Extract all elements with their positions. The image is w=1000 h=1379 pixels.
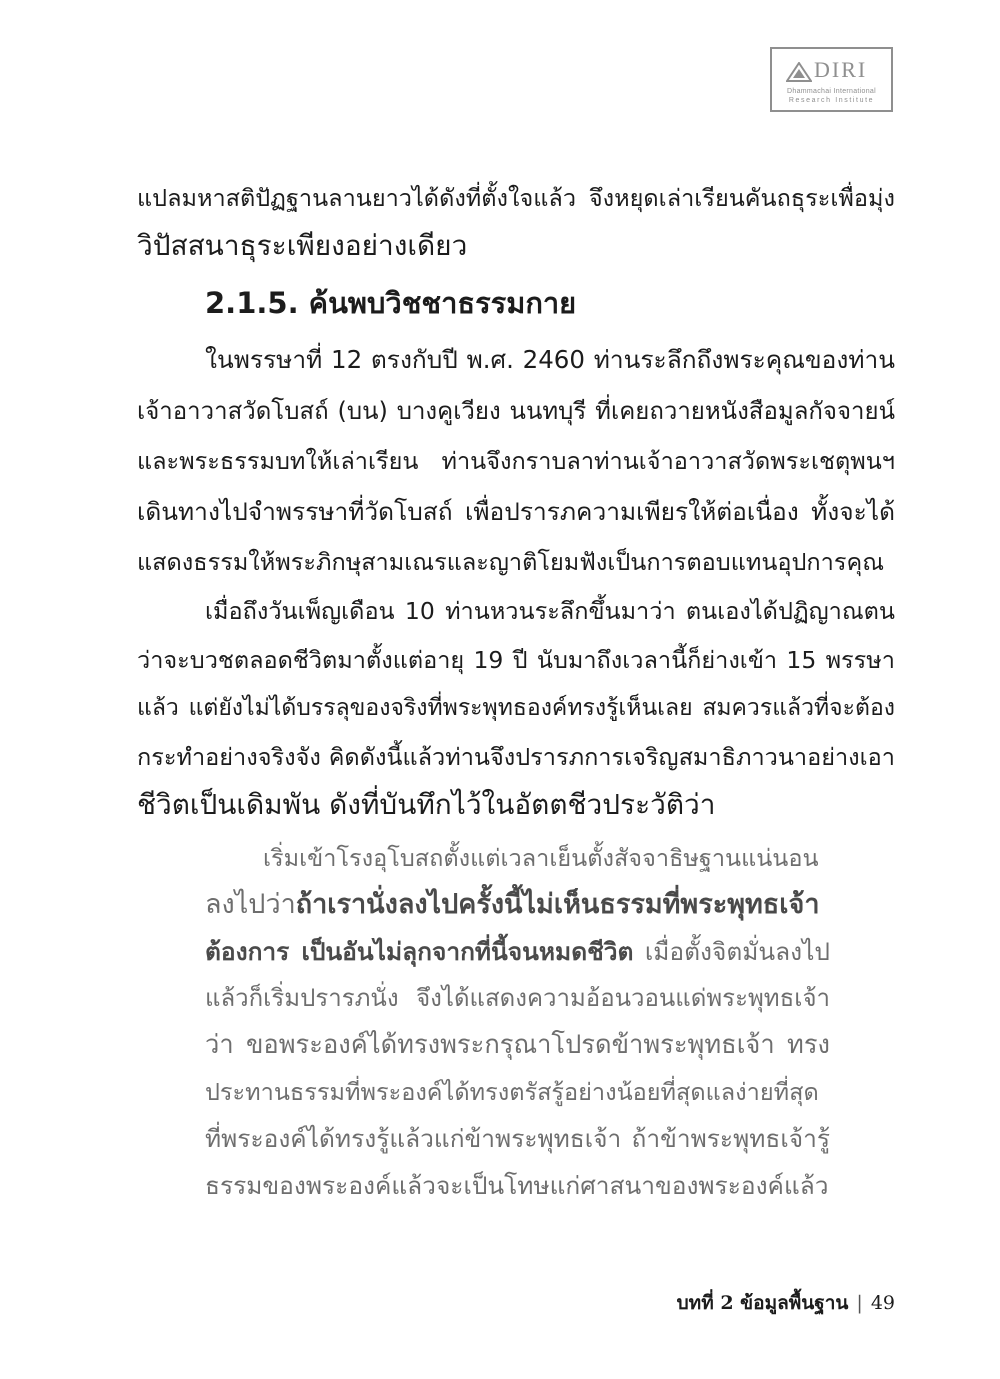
footer-page-number: 49 [870, 1292, 895, 1314]
block-quote [205, 835, 830, 1209]
paragraph-line: แปลมหาสติปัฏฐานลานยาวได้ดังที่ตั้งใจแล้ว จึงหยุดเล่าเรียนคันถธุระเพื่อมุ่ง [137, 184, 895, 212]
quote-line: ว่า ขอพระองค์ได้ทรงพระกรุณาโปรดข้าพระพุทธเจ้า ทรง [205, 1030, 830, 1061]
paragraph-line: และพระธรรมบทให้เล่าเรียน ท่านจึงกราบลาท่านเจ้าอาวาสวัดพระเชตุพนฯ [137, 447, 895, 475]
paragraph-line: ในพรรษาที่ 12 ตรงกับปี พ.ศ. 2460 ท่านระลึกถึงพระคุณของท่าน [205, 345, 895, 374]
paragraph-line: เจ้าอาวาสวัดโบสถ์ (บน) บางคูเวียง นนทบุรี ที่เคยถวายหนังสือมูลกัจจายน์ [137, 396, 895, 425]
quote-line: แล้วก็เริ่มปรารภนั่ง จึงได้แสดงความอ้อนวอนแด่พระพุทธเจ้า [205, 984, 830, 1013]
quote-emphasis: ต้องการ เป็นอันไม่ลุกจากที่นี้จนหมดชีวิต [205, 936, 634, 966]
paragraph-line: เมื่อถึงวันเพ็ญเดือน 10 ท่านหวนระลึกขึ้นมาว่า ตนเองได้ปฏิญาณตน [205, 597, 895, 625]
section-heading: 2.1.5. ค้นพบวิชชาธรรมกาย [205, 286, 577, 320]
triangle-emblem-icon [786, 62, 812, 82]
paragraph-line: กระทำอย่างจริงจัง คิดดังนี้แล้วท่านจึงปรารภการเจริญสมาธิภาวนาอย่างเอา [137, 742, 895, 771]
quote-line: ธรรมของพระองค์แล้วจะเป็นโทษแก่ศาสนาของพระองค์แล้ว [205, 1170, 829, 1200]
quote-text: เมื่อตั้งจิตมั่นลงไป [644, 936, 830, 966]
institute-logo [770, 47, 893, 112]
paragraph [137, 335, 895, 588]
quote-emphasis: ถ้าเรานั่งลงไปครั้งนี้ไม่เห็นธรรมที่พระพุทธเจ้า [295, 888, 820, 920]
footer-separator: | [856, 1292, 863, 1314]
quote-line: ที่พระองค์ได้ทรงรู้แล้วแก่ข้าพระพุทธเจ้า ถ้าข้าพระพุทธเจ้ารู้ [205, 1123, 830, 1153]
paragraph-line: วิปัสสนาธุระเพียงอย่างเดียว [137, 229, 468, 262]
logo-name: DIRI [814, 57, 868, 82]
logo-subtitle-line-1: Dhammachai International [787, 88, 876, 95]
paragraph-line: เดินทางไปจำพรรษาที่วัดโบสถ์ เพื่อปรารภความเพียรให้ต่อเนื่อง ทั้งจะได้ [137, 496, 895, 526]
paragraph-line: แสดงธรรมให้พระภิกษุสามเณรและญาติโยมฟังเป็นการตอบแทนอุปการคุณ [137, 548, 884, 576]
paragraph-line: แล้ว แต่ยังไม่ได้บรรลุของจริงที่พระพุทธองค์ทรงรู้เห็นเลย สมควรแล้วที่จะต้อง [137, 695, 895, 721]
footer-chapter-title: บทที่ 2 ข้อมูลพื้นฐาน [676, 1292, 849, 1314]
quote-text: ลงไปว่า [205, 888, 296, 920]
quote-line: เริ่มเข้าโรงอุโบสถตั้งแต่เวลาเย็นตั้งสัจจาธิษฐานแน่นอน [263, 844, 819, 872]
paragraph-line: ว่าจะบวชตลอดชีวิตมาตั้งแต่อายุ 19 ปี นับมาถึงเวลานี้ก็ย่างเข้า 15 พรรษา [137, 645, 895, 674]
paragraph-line: ชีวิตเป็นเดิมพัน ดังที่บันทึกไว้ในอัตตชีวประวัติว่า [137, 788, 716, 821]
logo-subtitle-line-2: Research Institute [788, 97, 875, 104]
quote-line: ประทานธรรมที่พระองค์ได้ทรงตรัสรู้อย่างน้อยที่สุดแลง่ายที่สุด [205, 1077, 819, 1106]
running-footer [677, 1290, 895, 1316]
quote-line [205, 882, 830, 929]
quote-line [205, 929, 830, 976]
paragraph-continued [137, 174, 895, 270]
paragraph [137, 587, 895, 830]
